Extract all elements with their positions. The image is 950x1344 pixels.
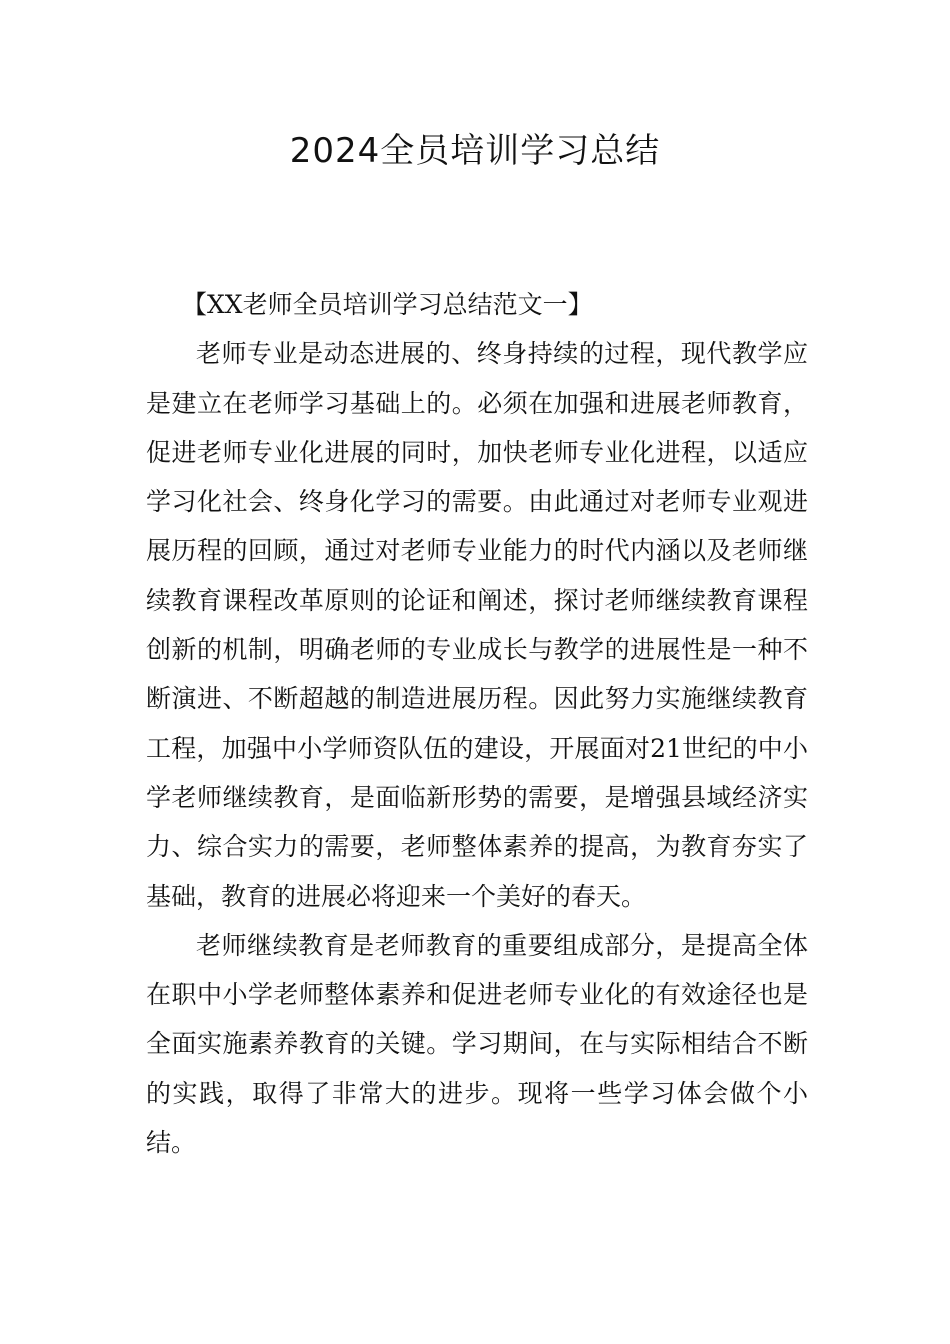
paragraph-1: 老师专业是动态进展的、终身持续的过程，现代教学应是建立在老师学习基础上的。必须在加强和进展老师教育，促进老师专业化进展的同时，加快老师专业化进程，以适应学习化社会、终身化学习的需要。由此通过对老师专业观进展历程的回顾，通过对老师专业能力的时代内涵以及老师继续教育课程改革原则的论证和阐述，探讨老师继续教育课程创新的机制，明确老师的专业成长与教学的进展性是一种不断演进、不断超越的制造进展历程。因此努力实施继续教育工程，加强中小学师资队伍的建设，开展面对21世纪的中小学老师继续教育，是面临新形势的需要，是增强县域经济实力、综合实力的需要，老师整体素养的提高，为教育夯实了基础，教育的进展必将迎来一个美好的春天。 [146,339,808,911]
page-title: 2024全员培训学习总结 [289,131,661,171]
paragraph-2: 老师继续教育是老师教育的重要组成部分，是提高全体在职中小学老师整体素养和促进老师专业化的有效途径也是全面实施素养教育的关键。学习期间，在与实际相结合不断的实践，取得了非常大的进步。现将一些学习体会做个小结。 [146,930,808,1158]
document-body [146,280,808,1167]
section-heading: 【XX老师全员培训学习总结范文一】 [182,290,593,319]
